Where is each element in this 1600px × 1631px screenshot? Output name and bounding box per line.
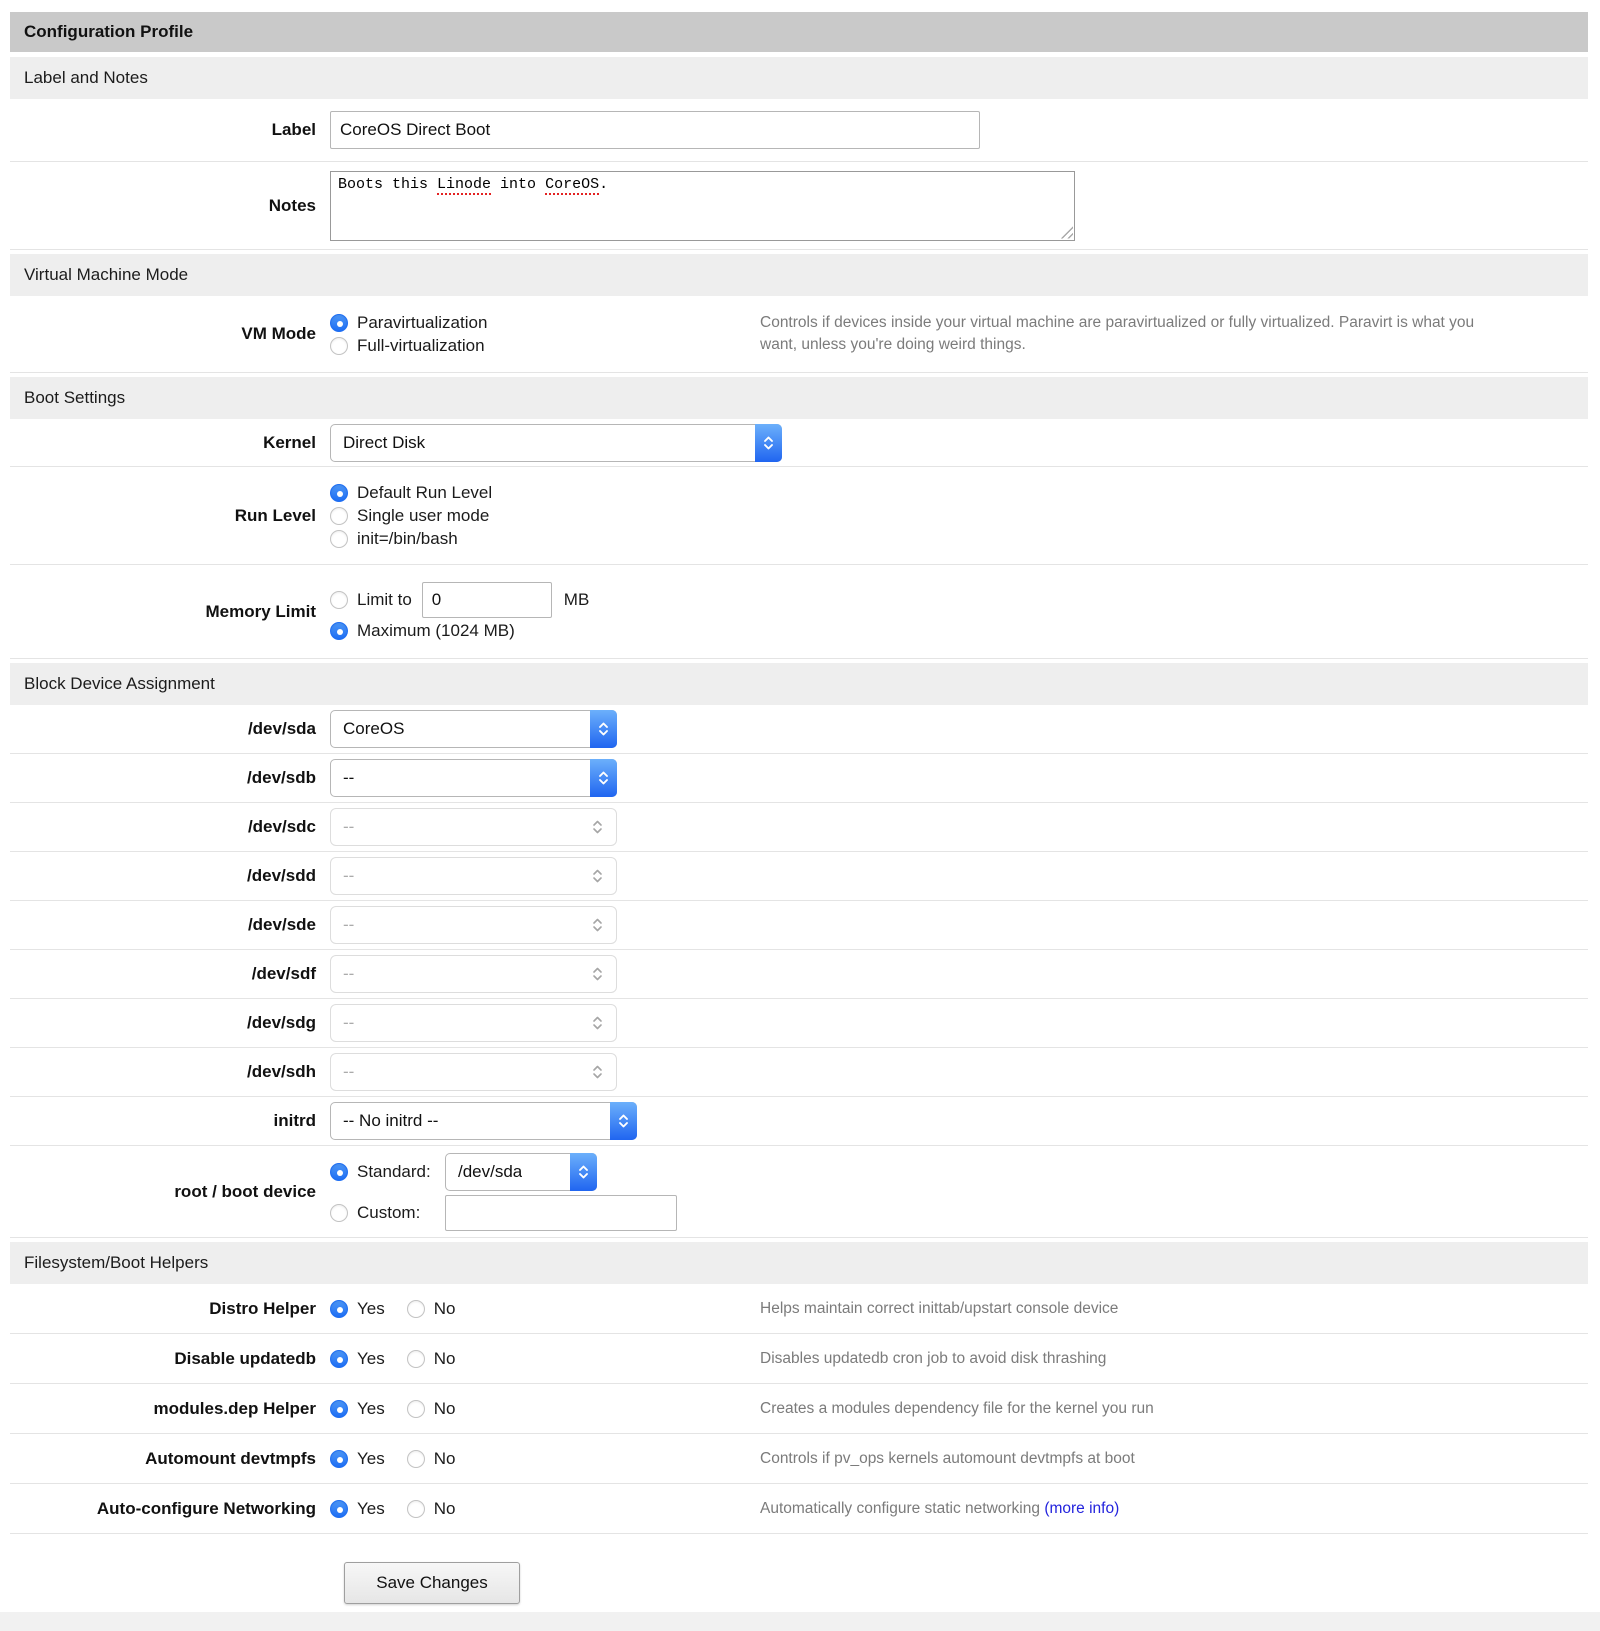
modules-dep-helper-row xyxy=(10,1384,1588,1434)
auto-configure-networking-yes-radio[interactable] xyxy=(330,1500,348,1518)
run-level-single-user-label: Single user mode xyxy=(357,505,490,525)
no-label: No xyxy=(433,1398,456,1418)
notes-misspelled-word: CoreOS xyxy=(545,175,600,193)
dev-sdb-row xyxy=(10,754,1588,803)
modules-dep-helper-field-cell xyxy=(330,1399,760,1419)
run-level-default-label: Default Run Level xyxy=(357,482,493,502)
modules-dep-helper-no-radio[interactable] xyxy=(407,1400,425,1418)
dev-sdd-row xyxy=(10,852,1588,901)
dev-sdh-select-value: -- xyxy=(343,1062,355,1081)
dev-sdb-select-value: -- xyxy=(343,768,355,787)
dev-sde-select xyxy=(330,906,617,944)
select-spinner-icon xyxy=(584,1053,611,1091)
root-device-custom-radio[interactable] xyxy=(330,1204,348,1222)
notes-field-cell xyxy=(330,171,1130,241)
auto-configure-networking-help-text xyxy=(760,1498,1588,1520)
yes-label: Yes xyxy=(357,1298,385,1318)
auto-configure-networking-no-radio[interactable] xyxy=(407,1500,425,1518)
save-area xyxy=(10,1534,1588,1604)
initrd-select[interactable] xyxy=(330,1102,637,1140)
distro-helper-help-text: Helps maintain correct inittab/upstart console device xyxy=(760,1299,1119,1317)
dev-sdg-select xyxy=(330,1004,617,1042)
vm-mode-paravirtualization-radio[interactable] xyxy=(330,314,348,332)
distro-helper-label: Distro Helper xyxy=(209,1298,316,1318)
root-device-standard-radio[interactable] xyxy=(330,1163,348,1181)
root-boot-device-field-cell xyxy=(330,1149,930,1235)
select-spinner-icon xyxy=(610,1102,637,1140)
modules-dep-helper-label: modules.dep Helper xyxy=(153,1398,316,1418)
dev-sdf-row xyxy=(10,950,1588,999)
dev-sdc-field-cell xyxy=(330,808,760,846)
automount-devtmpfs-label: Automount devtmpfs xyxy=(145,1448,316,1468)
notes-row xyxy=(10,162,1588,250)
vm-mode-row xyxy=(10,296,1588,373)
auto-configure-networking-row xyxy=(10,1484,1588,1534)
initrd-field-label: initrd xyxy=(273,1111,316,1130)
initrd-field-cell xyxy=(330,1102,760,1140)
dev-sde-field-cell xyxy=(330,906,760,944)
dev-sda-row xyxy=(10,705,1588,754)
dev-sdg-field-cell xyxy=(330,1004,760,1042)
memory-limit-field-cell xyxy=(330,579,930,644)
automount-devtmpfs-field-cell xyxy=(330,1449,760,1469)
disable-updatedb-no-radio[interactable] xyxy=(407,1350,425,1368)
run-level-default-radio[interactable] xyxy=(330,484,348,502)
memory-maximum-label: Maximum (1024 MB) xyxy=(357,621,515,640)
kernel-select-value: Direct Disk xyxy=(343,432,426,452)
dev-sdd-label: /dev/sdd xyxy=(247,866,316,885)
auto-configure-networking-help-prefix: Automatically configure static networking xyxy=(760,1499,1045,1517)
kernel-field-cell xyxy=(330,424,800,462)
select-spinner-icon xyxy=(584,857,611,895)
memory-limit-to-label: Limit to xyxy=(357,590,412,609)
no-label: No xyxy=(433,1498,456,1518)
memory-maximum-radio[interactable] xyxy=(330,622,348,640)
yes-label: Yes xyxy=(357,1498,385,1518)
modules-dep-helper-help-text: Creates a modules dependency file for the kernel you run xyxy=(760,1399,1154,1417)
vm-mode-field-label: VM Mode xyxy=(241,324,316,343)
section-header-virtual-machine-mode: Virtual Machine Mode xyxy=(10,254,1588,296)
dev-sda-label: /dev/sda xyxy=(247,719,316,738)
run-level-field-cell xyxy=(330,480,760,552)
no-label: No xyxy=(433,1348,456,1368)
auto-configure-networking-label: Auto-configure Networking xyxy=(96,1498,316,1518)
section-header-block-device-assignment: Block Device Assignment xyxy=(10,663,1588,705)
memory-limit-input[interactable] xyxy=(422,582,552,618)
initrd-row xyxy=(10,1097,1588,1146)
dev-sdd-field-cell xyxy=(330,857,760,895)
notes-textarea[interactable] xyxy=(330,171,1075,241)
distro-helper-field-cell xyxy=(330,1299,760,1319)
dev-sdf-select-value: -- xyxy=(343,964,355,983)
root-device-standard-label: Standard: xyxy=(357,1161,431,1181)
dev-sda-field-cell xyxy=(330,710,760,748)
label-input[interactable] xyxy=(330,111,980,149)
save-changes-button[interactable]: Save Changes xyxy=(344,1562,520,1604)
notes-text: . xyxy=(599,175,609,193)
dev-sdg-row xyxy=(10,999,1588,1048)
disable-updatedb-yes-radio[interactable] xyxy=(330,1350,348,1368)
dev-sde-row xyxy=(10,901,1588,950)
root-device-custom-label: Custom: xyxy=(357,1202,421,1222)
dev-sde-label: /dev/sde xyxy=(247,915,316,934)
automount-devtmpfs-no-radio[interactable] xyxy=(407,1450,425,1468)
memory-limit-to-radio[interactable] xyxy=(330,591,348,609)
dev-sdb-label: /dev/sdb xyxy=(247,768,316,787)
initrd-select-value: -- No initrd -- xyxy=(343,1111,439,1130)
automount-devtmpfs-yes-radio[interactable] xyxy=(330,1450,348,1468)
vm-mode-paravirtualization-label: Paravirtualization xyxy=(357,312,488,332)
run-level-field-label: Run Level xyxy=(234,505,316,525)
root-boot-device-row xyxy=(10,1146,1588,1238)
kernel-field-label: Kernel xyxy=(263,432,316,452)
disable-updatedb-row xyxy=(10,1334,1588,1384)
auto-configure-networking-field-cell xyxy=(330,1499,760,1519)
dev-sdh-field-cell xyxy=(330,1053,760,1091)
disable-updatedb-help-text: Disables updatedb cron job to avoid disk thrashing xyxy=(760,1349,1107,1367)
label-field-label: Label xyxy=(271,120,316,139)
yes-label: Yes xyxy=(357,1398,385,1418)
select-spinner-icon xyxy=(584,906,611,944)
vm-mode-full-virtualization-radio[interactable] xyxy=(330,337,348,355)
dev-sdh-row xyxy=(10,1048,1588,1097)
bottom-strip xyxy=(0,1612,1600,1631)
run-level-single-user-radio[interactable] xyxy=(330,507,348,525)
dev-sdg-select-value: -- xyxy=(343,1013,355,1032)
dev-sdf-field-cell xyxy=(330,955,760,993)
automount-devtmpfs-help-text: Controls if pv_ops kernels automount devtmpfs at boot xyxy=(760,1449,1135,1467)
label-row xyxy=(10,99,1588,162)
memory-limit-unit-label: MB xyxy=(563,590,590,609)
dev-sdc-select xyxy=(330,808,617,846)
select-spinner-icon xyxy=(584,1004,611,1042)
section-header-label-and-notes: Label and Notes xyxy=(10,57,1588,99)
distro-helper-no-radio[interactable] xyxy=(407,1300,425,1318)
run-level-init-bash-label: init=/bin/bash xyxy=(357,528,458,548)
dev-sdd-select xyxy=(330,857,617,895)
root-device-standard-select-value: /dev/sda xyxy=(458,1161,523,1181)
distro-helper-row xyxy=(10,1284,1588,1334)
distro-helper-yes-radio[interactable] xyxy=(330,1300,348,1318)
notes-misspelled-word: Linode xyxy=(437,175,492,193)
notes-field-label: Notes xyxy=(268,195,316,215)
yes-label: Yes xyxy=(357,1448,385,1468)
select-spinner-icon xyxy=(590,710,617,748)
select-spinner-icon xyxy=(570,1153,597,1191)
dev-sdh-select xyxy=(330,1053,617,1091)
dev-sdg-label: /dev/sdg xyxy=(247,1013,316,1032)
dev-sdc-row xyxy=(10,803,1588,852)
memory-limit-field-label: Memory Limit xyxy=(205,601,316,621)
select-spinner-icon xyxy=(584,955,611,993)
no-label: No xyxy=(433,1298,456,1318)
page-title: Configuration Profile xyxy=(10,12,1588,52)
vm-mode-help-text: Controls if devices inside your virtual machine are paravirtualized or fully virtualized. Paravirt is what you want, unless you're doing weird things. xyxy=(760,314,1475,353)
dev-sdb-field-cell xyxy=(330,759,760,797)
more-info-link[interactable]: (more info) xyxy=(1044,1499,1120,1517)
vm-mode-full-virtualization-label: Full-virtualization xyxy=(357,335,485,355)
vm-mode-field-cell xyxy=(330,310,760,359)
select-spinner-icon xyxy=(584,808,611,846)
select-spinner-icon xyxy=(755,424,782,462)
kernel-select[interactable] xyxy=(330,424,782,462)
dev-sdh-label: /dev/sdh xyxy=(247,1062,316,1081)
disable-updatedb-label: Disable updatedb xyxy=(174,1348,316,1368)
dev-sda-select[interactable] xyxy=(330,710,617,748)
textarea-resize-grip-icon[interactable] xyxy=(1060,226,1073,239)
dev-sdc-select-value: -- xyxy=(343,817,355,836)
root-boot-device-field-label: root / boot device xyxy=(174,1181,316,1201)
select-spinner-icon xyxy=(590,759,617,797)
root-device-custom-input[interactable] xyxy=(445,1195,677,1231)
label-field-cell xyxy=(330,111,1030,149)
yes-label: Yes xyxy=(357,1348,385,1368)
dev-sdc-label: /dev/sdc xyxy=(247,817,316,836)
run-level-row xyxy=(10,467,1588,565)
dev-sdd-select-value: -- xyxy=(343,866,355,885)
dev-sda-select-value: CoreOS xyxy=(343,719,405,738)
automount-devtmpfs-row xyxy=(10,1434,1588,1484)
dev-sde-select-value: -- xyxy=(343,915,355,934)
run-level-init-bash-radio[interactable] xyxy=(330,530,348,548)
dev-sdf-select xyxy=(330,955,617,993)
root-device-standard-select[interactable] xyxy=(445,1153,597,1191)
dev-sdf-label: /dev/sdf xyxy=(251,964,316,983)
disable-updatedb-field-cell xyxy=(330,1349,760,1369)
modules-dep-helper-yes-radio[interactable] xyxy=(330,1400,348,1418)
section-header-boot-settings: Boot Settings xyxy=(10,377,1588,419)
no-label: No xyxy=(433,1448,456,1468)
notes-text: into xyxy=(491,175,546,193)
notes-text: Boots this xyxy=(338,175,438,193)
memory-limit-row xyxy=(10,565,1588,659)
kernel-row xyxy=(10,419,1588,467)
dev-sdb-select[interactable] xyxy=(330,759,617,797)
section-header-filesystem-boot-helpers: Filesystem/Boot Helpers xyxy=(10,1242,1588,1284)
